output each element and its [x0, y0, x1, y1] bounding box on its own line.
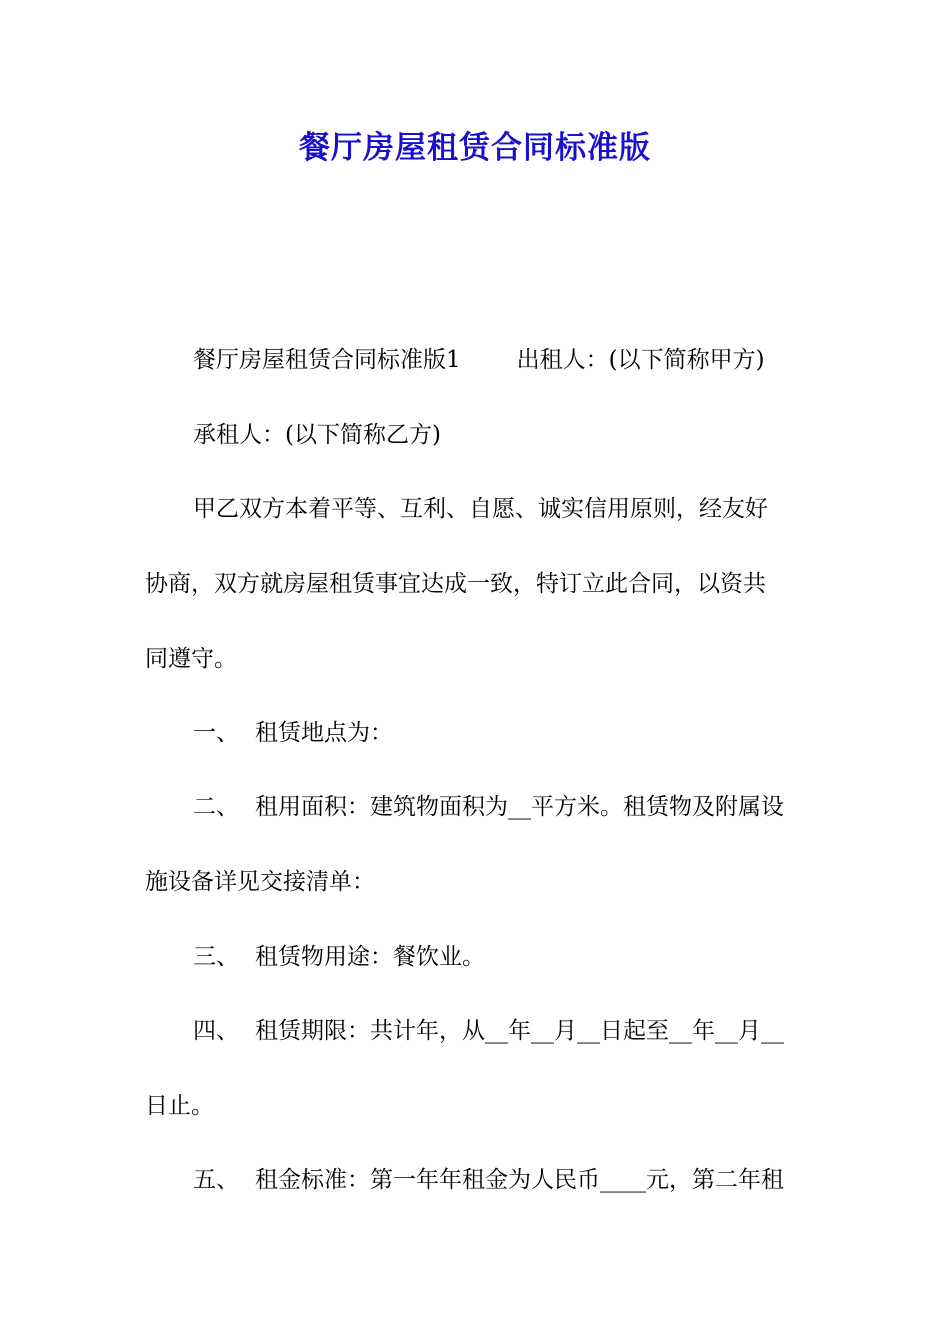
intro-line-1: [193, 343, 765, 377]
preamble-line-2: 协商，双方就房屋租赁事宜达成一致，特订立此合同，以资共: [145, 571, 766, 597]
clause-2-text: 租用面积：建筑物面积为__平方米。租赁物及附属设: [255, 794, 784, 820]
clause-2: [193, 790, 784, 824]
clause-1-number: 一、: [193, 720, 239, 746]
clause-2-number: 二、: [193, 794, 239, 820]
clause-4-number: 四、: [193, 1018, 239, 1044]
preamble-line-3: 同遵守。: [145, 646, 237, 672]
clause-3: [193, 940, 485, 974]
document-title: 餐厅房屋租赁合同标准版: [299, 130, 651, 166]
preamble-line-1: 甲乙双方本着平等、互利、自愿、诚实信用原则，经友好: [193, 496, 768, 522]
clause-4: [193, 1014, 784, 1048]
clause-1: [193, 716, 393, 750]
clause-5-text: 租金标准：第一年年租金为人民币____元，第二年租: [255, 1167, 784, 1193]
clause-3-number: 三、: [193, 944, 239, 970]
clause-3-text: 租赁物用途：餐饮业。: [255, 944, 485, 970]
clause-5: [193, 1163, 784, 1197]
lessor-label: 出租人：(以下简称甲方): [516, 347, 765, 373]
contract-version-label: 餐厅房屋租赁合同标准版1: [193, 347, 461, 373]
clause-4-continuation: 日止。: [145, 1093, 214, 1119]
clause-5-number: 五、: [193, 1167, 239, 1193]
lessee-label: 承租人：(以下简称乙方): [193, 422, 441, 448]
clause-1-text: 租赁地点为：: [255, 720, 393, 746]
clause-4-text: 租赁期限：共计年，从__年__月__日起至__年__月__: [255, 1018, 784, 1044]
clause-2-continuation: 施设备详见交接清单：: [145, 869, 375, 895]
